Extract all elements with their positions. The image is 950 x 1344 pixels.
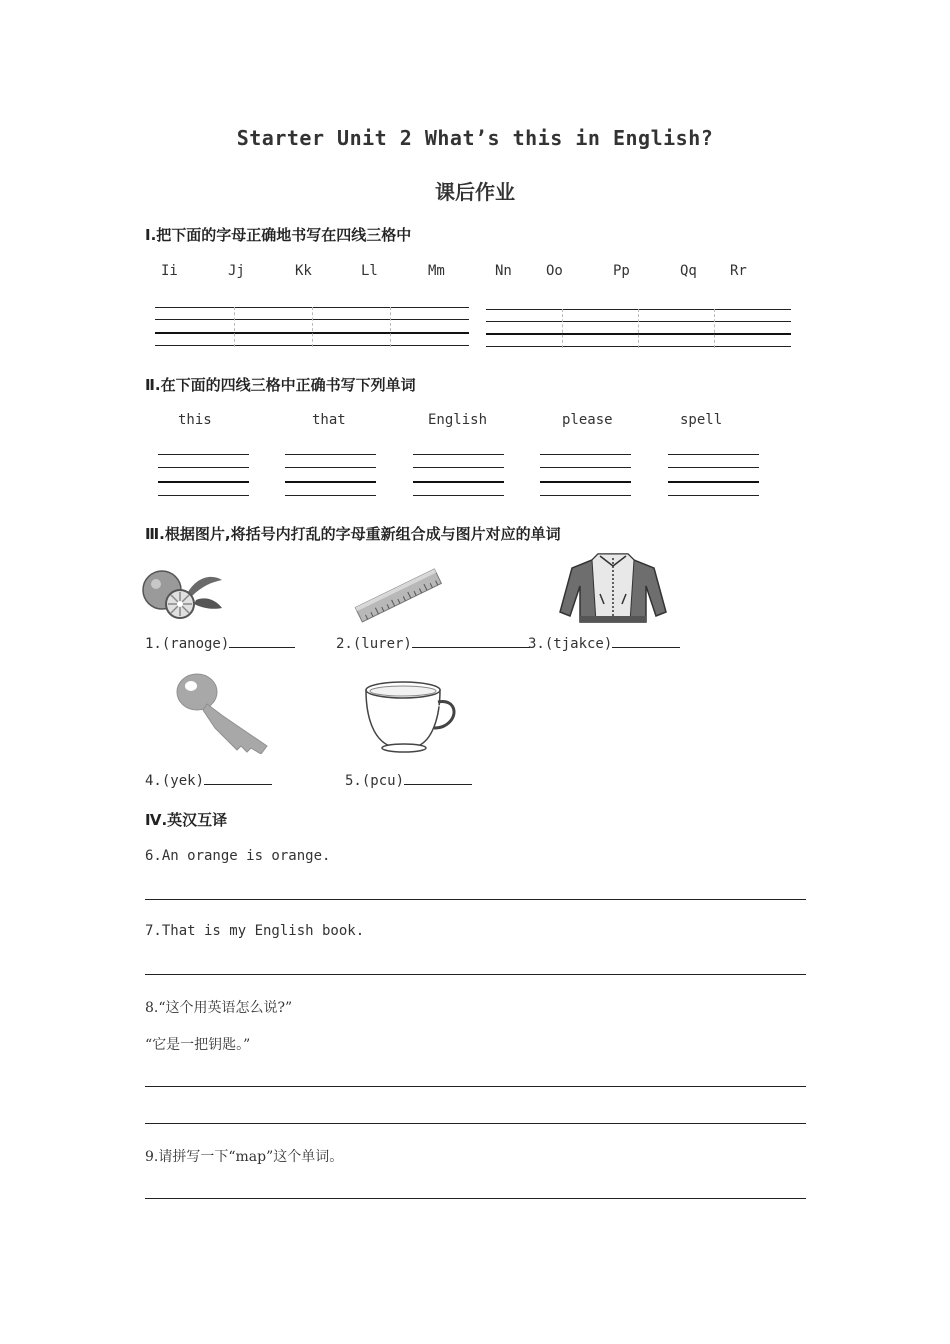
letter-pair: Kk bbox=[295, 263, 312, 279]
unscramble-item bbox=[145, 773, 272, 789]
word-label: English bbox=[428, 412, 488, 428]
letter-pair: Nn bbox=[495, 263, 512, 279]
item-label: 2.(lurer) bbox=[336, 636, 412, 652]
item-label: 4.(yek) bbox=[145, 773, 205, 789]
letter-pair: Oo bbox=[546, 263, 563, 279]
word-label: this bbox=[178, 412, 212, 428]
item-label: 3.(tjakce) bbox=[528, 636, 613, 652]
letter-pair: Jj bbox=[228, 263, 245, 279]
section-2-heading: Ⅱ.在下面的四线三格中正确书写下列单词 bbox=[145, 376, 416, 394]
section-4-heading: Ⅳ.英汉互译 bbox=[145, 811, 228, 829]
question-9: 9.请拼写一下“map”这个单词。 bbox=[145, 1149, 344, 1165]
answer-blank[interactable] bbox=[612, 647, 680, 648]
question-8: 8.“这个用英语怎么说?” bbox=[145, 1000, 293, 1016]
page-title: Starter Unit 2 What’s this in English? bbox=[236, 126, 714, 150]
item-label: 1.(ranoge) bbox=[145, 636, 230, 652]
question-6: 6.An orange is orange. bbox=[145, 848, 331, 864]
answer-line[interactable] bbox=[145, 1086, 806, 1087]
jacket-picture bbox=[558, 550, 668, 626]
letter-pair: Pp bbox=[613, 263, 630, 279]
answer-blank[interactable] bbox=[412, 647, 530, 648]
item-label: 5.(pcu) bbox=[345, 773, 405, 789]
unscramble-item bbox=[145, 636, 295, 652]
section-3-heading: Ⅲ.根据图片,将括号内打乱的字母重新组合成与图片对应的单词 bbox=[145, 525, 561, 543]
letter-pair: Qq bbox=[680, 263, 697, 279]
word-label: spell bbox=[680, 412, 723, 428]
page-subtitle: 课后作业 bbox=[435, 180, 515, 204]
unscramble-item bbox=[528, 636, 680, 652]
answer-blank[interactable] bbox=[204, 784, 272, 785]
section-1-heading: Ⅰ.把下面的字母正确地书写在四线三格中 bbox=[145, 226, 412, 244]
letter-pair: Ll bbox=[361, 263, 378, 279]
cup-picture bbox=[360, 678, 460, 756]
question-7: 7.That is my English book. bbox=[145, 923, 365, 939]
answer-blank[interactable] bbox=[404, 784, 472, 785]
answer-line[interactable] bbox=[145, 974, 806, 975]
letter-pair: Mm bbox=[428, 263, 445, 279]
ruler-picture bbox=[350, 566, 445, 624]
letter-pair: Rr bbox=[730, 263, 747, 279]
answer-line[interactable] bbox=[145, 899, 806, 900]
word-label: that bbox=[312, 412, 346, 428]
unscramble-item bbox=[336, 636, 530, 652]
word-label: please bbox=[562, 412, 613, 428]
answer-line[interactable] bbox=[145, 1123, 806, 1124]
question-8-answer-prompt: “它是一把钥匙。” bbox=[145, 1037, 251, 1053]
answer-line[interactable] bbox=[145, 1198, 806, 1199]
unscramble-item bbox=[345, 773, 472, 789]
letter-pair: Ii bbox=[161, 263, 178, 279]
answer-blank[interactable] bbox=[229, 647, 295, 648]
orange-picture bbox=[140, 566, 226, 622]
key-picture bbox=[175, 670, 270, 754]
